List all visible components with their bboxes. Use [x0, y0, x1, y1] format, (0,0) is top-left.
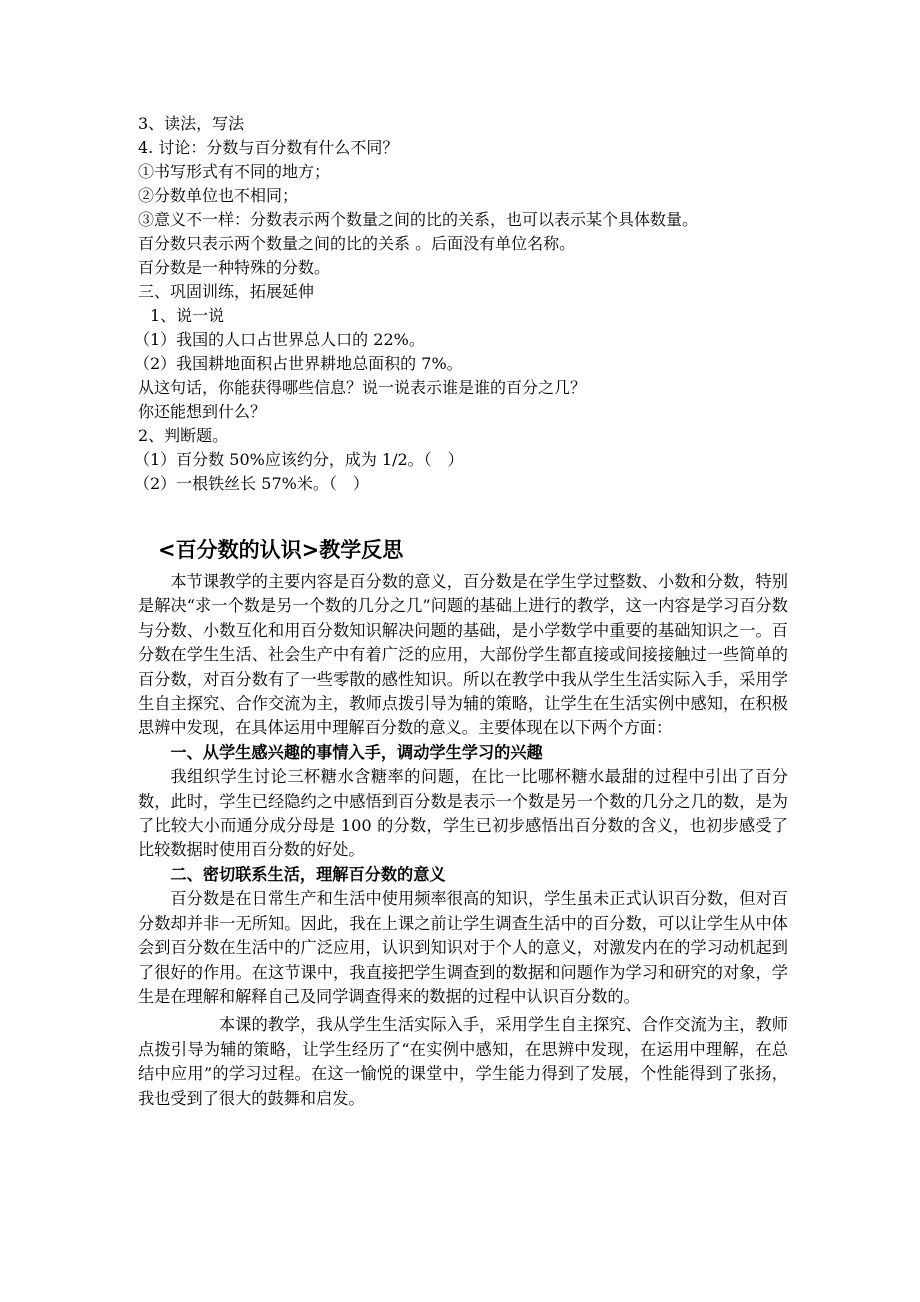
lesson-line: 3、读法，写法	[138, 114, 245, 133]
reflection-paragraph-2: 百分数是在日常生产和生活中使用频率很高的知识，学生虽未正式认识百分数，但对百分数却并非一无所知。因此，我在上课之前让学生调查生活中的百分数，可以让学生从中体会到百分数在生活中的广泛应用，认识到知识对于个人的意义，对激发内在的学习动机起到了很好的作用。在这节课中，我直接把学生调查到的数据和问题作为学习和研究的对象，学生是在理解和解释自己及同学调查得来的数据的过程中认识百分数的。	[138, 889, 788, 1006]
lesson-line: ①书写形式有不同的地方；	[138, 162, 331, 181]
reflection-paragraph-1: 我组织学生讨论三杯糖水含糖率的问题，在比一比哪杯糖水最甜的过程中引出了百分数，此时，学生已经隐约之中感悟到百分数是表示一个数是另一个数的几分之几的数，是为了比较大小而通分成分母是 100 的分数，学生已初步感悟出百分数的含义，也初步感受了比较数据时使用百分数的好处。	[138, 767, 788, 860]
reflection-paragraph-3: 本课的教学，我从学生生活实际入手，采用学生自主探究、合作交流为主，教师点拨引导为辅的策略，让学生经历了“在实例中感知，在思辨中发现，在运用中理解，在总结中应用”的学习过程。在这一愉悦的课堂中，学生能力得到了发展，个性能得到了张扬，我也受到了很大的鼓舞和启发。	[138, 1015, 788, 1108]
lesson-line: （1）我国的人口占世界总人口的 22%。	[134, 330, 425, 349]
reflection-heading-1: 一、从学生感兴趣的事情入手，调动学生学习的兴趣	[170, 742, 543, 762]
lesson-line: 你还能想到什么？	[138, 402, 267, 421]
lesson-line: （1）百分数 50%应该约分，成为 1/2。（ ）	[134, 450, 464, 469]
lesson-line: 1、说一说	[150, 306, 225, 325]
lesson-line: （2）我国耕地面积占世界耕地总面积的 7%。	[134, 354, 463, 373]
lesson-line: 4. 讨论：分数与百分数有什么不同？	[138, 138, 399, 157]
reflection-intro: 本节课教学的主要内容是百分数的意义，百分数是在学生学过整数、小数和分数，特别是解决“求一个数是另一个数的几分之几”问题的基础上进行的教学，这一内容是学习百分数与分数、小数互化和用百分数知识解决问题的基础，是小学数学中重要的基础知识之一。百分数在学生生活、社会生产中有着广泛的应用，大部份学生都直接或间接接触过一些简单的百分数，对百分数有了一些零散的感性知识。所以在教学中我从学生生活实际入手，采用学生自主探究、合作交流为主，教师点拨引导为辅的策略，让学生在生活实例中感知，在积极思辨中发现，在具体运用中理解百分数的意义。主要体现在以下两个方面：	[138, 572, 788, 738]
lesson-line: 百分数只表示两个数量之间的比的关系 。后面没有单位名称。	[138, 234, 576, 253]
lesson-line: 从这句话，你能获得哪些信息？说一说表示谁是谁的百分之几？	[138, 378, 587, 397]
reflection-title: <百分数的认识>教学反思	[158, 538, 404, 562]
lesson-line: 百分数是一种特殊的分数。	[138, 258, 331, 277]
reflection-body	[138, 570, 788, 1111]
lesson-line: 2、判断题。	[138, 426, 229, 445]
section-heading: 三、巩固训练，拓展延伸	[138, 282, 315, 301]
reflection-heading-2: 二、密切联系生活，理解百分数的意义	[170, 864, 446, 884]
lesson-notes	[134, 112, 788, 496]
lesson-line: ③意义不一样：分数表示两个数量之间的比的关系，也可以表示某个具体数量。	[138, 210, 699, 229]
lesson-line: （2）一根铁丝长 57%米。（ ）	[134, 474, 369, 493]
lesson-line: ②分数单位也不相同；	[138, 186, 299, 205]
